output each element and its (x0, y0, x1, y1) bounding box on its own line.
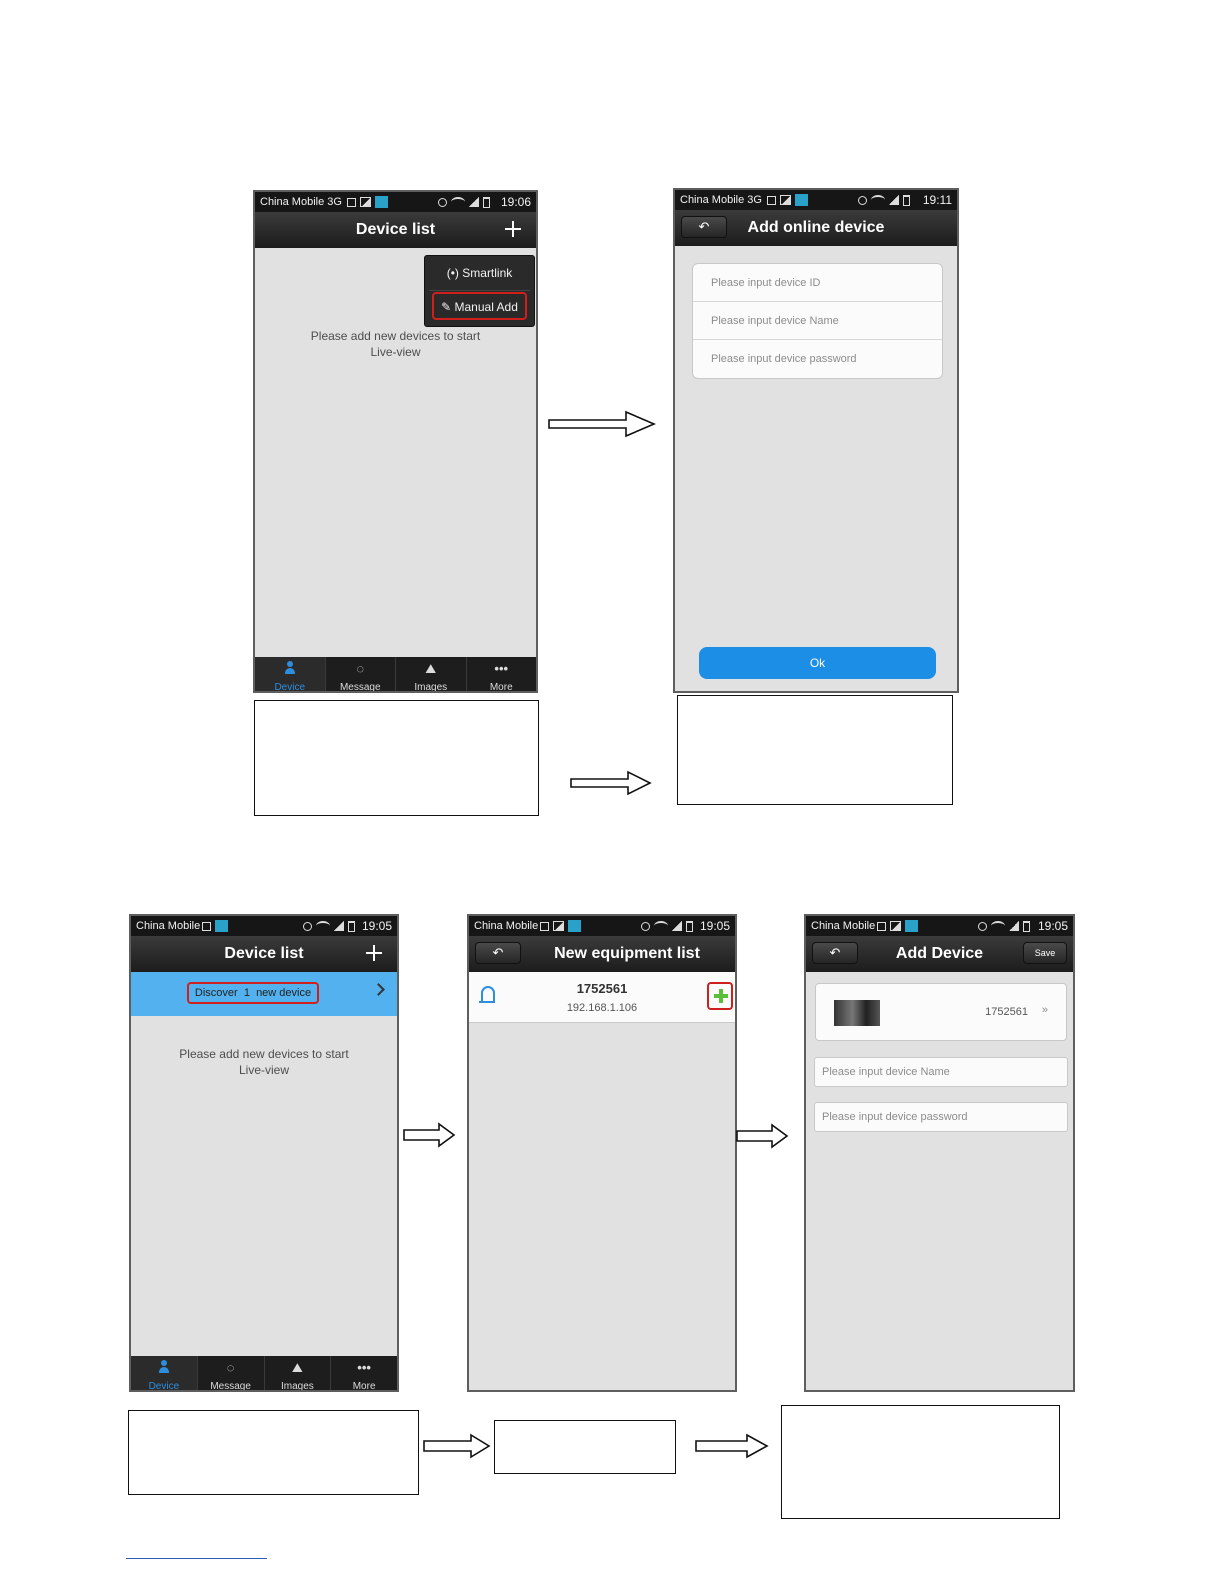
image-notification-icon (890, 921, 901, 931)
title-bar (469, 936, 735, 972)
wifi-icon (991, 921, 1005, 931)
notification-icons (347, 196, 388, 208)
battery-icon (483, 197, 490, 208)
phone-add-online-device (673, 188, 959, 693)
system-icons (303, 920, 355, 932)
images-icon: ⛰ (291, 1360, 303, 1375)
sim-icon (767, 196, 776, 205)
add-plus-icon[interactable] (707, 982, 733, 1010)
sim-icon (202, 922, 211, 931)
image-notification-icon (553, 921, 564, 931)
clock: 19:05 (361, 919, 392, 933)
device-form (692, 263, 943, 379)
device-name-field[interactable]: Please input device Name (693, 302, 942, 340)
empty-message: Please add new devices to start Live-view (179, 1047, 349, 1077)
signal-icon (334, 921, 344, 931)
tab-images[interactable]: ⛰ Images (265, 1356, 332, 1390)
smartlink-icon: (•) (446, 266, 459, 280)
more-icon: ••• (357, 1360, 371, 1375)
clock: 19:06 (500, 195, 531, 209)
add-device-button[interactable] (363, 942, 385, 964)
footnote-separator (126, 1558, 267, 1559)
flow-arrow-6 (695, 1433, 771, 1459)
page-title: Device list (355, 221, 436, 238)
battery-icon (348, 921, 355, 932)
add-menu (424, 255, 535, 327)
caption-box (494, 1420, 676, 1474)
page-title: Add online device (747, 219, 885, 236)
signal-icon (1009, 921, 1019, 931)
page-title: Add Device (895, 945, 984, 962)
tab-device[interactable]: Device (131, 1356, 198, 1390)
tab-bar (131, 1356, 397, 1390)
notification-icons (202, 920, 228, 932)
device-preview-card[interactable] (815, 983, 1067, 1041)
empty-message: Please add new devices to start Live-view (310, 329, 481, 359)
device-thumbnail (834, 1000, 880, 1026)
list-item[interactable] (469, 972, 735, 1023)
save-button[interactable]: Save (1023, 942, 1067, 964)
wifi-icon (316, 921, 330, 931)
tab-bar (255, 657, 536, 691)
title-bar (806, 936, 1073, 972)
page-title: New equipment list (554, 945, 700, 962)
title-bar (675, 210, 957, 246)
device-ip: 192.168.1.106 (566, 1002, 638, 1014)
alarm-icon (858, 196, 867, 205)
tab-message[interactable]: ◌ Message (326, 657, 397, 691)
system-icons (858, 194, 910, 206)
caption-box (677, 695, 953, 805)
chevron-right-icon (372, 983, 385, 996)
menu-item-smartlink[interactable]: (•) Smartlink (446, 266, 513, 280)
phone-device-list-menu (253, 190, 538, 693)
device-id-field[interactable]: Please input device ID (693, 264, 942, 302)
battery-icon (1023, 921, 1030, 932)
clock: 19:05 (699, 919, 730, 933)
flow-arrow-1 (548, 410, 658, 438)
image-notification-icon (780, 195, 791, 205)
status-bar (131, 916, 397, 936)
flow-arrow-2 (570, 770, 654, 796)
more-icon: ••• (494, 661, 509, 676)
carrier-label: China Mobile (136, 920, 201, 932)
flow-arrow-5 (423, 1433, 493, 1459)
alarm-icon (641, 922, 650, 931)
message-icon: ◌ (226, 1360, 235, 1375)
device-password-field[interactable]: Please input device password (711, 353, 857, 365)
battery-icon (903, 195, 910, 206)
back-button[interactable] (475, 942, 521, 964)
signal-icon (469, 197, 479, 207)
carrier-label: China Mobile (811, 920, 876, 932)
carrier-label: China Mobile (474, 920, 539, 932)
images-icon: ⛰ (425, 661, 437, 676)
app-notification-icon (905, 920, 918, 932)
clock: 19:05 (1037, 919, 1068, 933)
sim-icon (877, 922, 886, 931)
flow-arrow-3 (403, 1122, 457, 1148)
wifi-icon (654, 921, 668, 931)
system-icons (978, 920, 1030, 932)
caption-box (781, 1405, 1060, 1519)
carrier-label: China Mobile 3G (680, 194, 762, 206)
wifi-icon (871, 195, 885, 205)
system-icons (641, 920, 693, 932)
alarm-icon (303, 922, 312, 931)
signal-icon (672, 921, 682, 931)
pencil-icon: ✎ (441, 300, 452, 314)
notification-icons (767, 194, 808, 206)
sim-icon (347, 198, 356, 207)
tab-images[interactable]: ⛰ Images (396, 657, 467, 691)
title-bar (131, 936, 397, 972)
device-password-field[interactable]: Please input device password (814, 1102, 1068, 1132)
signal-icon (889, 195, 899, 205)
back-arrow-icon: ↶ (492, 945, 504, 960)
image-notification-icon (360, 197, 371, 207)
flow-arrow-4 (736, 1123, 790, 1149)
discover-banner[interactable] (131, 972, 397, 1016)
notification-icons (877, 920, 918, 932)
person-icon (285, 661, 295, 675)
caption-box (254, 700, 539, 816)
device-name-field[interactable]: Please input device Name (814, 1057, 1068, 1087)
phone-new-equipment-list (467, 914, 737, 1392)
page-title: Device list (224, 945, 304, 962)
menu-divider (429, 290, 530, 291)
wifi-icon (451, 197, 465, 207)
device-id: 1752561 (576, 981, 628, 996)
app-notification-icon (375, 196, 388, 208)
back-arrow-icon: ↶ (829, 945, 841, 960)
status-bar (255, 192, 536, 212)
clock: 19:11 (922, 193, 952, 207)
phone-device-list-discover (129, 914, 399, 1392)
status-bar (675, 190, 957, 210)
caption-box (128, 1410, 419, 1495)
device-id: 1752561 (985, 1006, 1028, 1018)
sim-icon (540, 922, 549, 931)
tab-more[interactable]: ••• More (467, 657, 537, 691)
person-icon (159, 1360, 169, 1374)
back-arrow-icon: ↶ (698, 219, 710, 234)
app-notification-icon (215, 920, 228, 932)
discover-label: Discover 1 new device (187, 982, 319, 1004)
message-icon: ◌ (356, 661, 365, 676)
app-notification-icon (795, 194, 808, 206)
double-chevron-icon: » (1041, 1004, 1048, 1016)
alarm-icon (438, 198, 447, 207)
carrier-label: China Mobile 3G (260, 196, 342, 208)
add-device-button[interactable] (502, 218, 524, 240)
menu-item-manual-add[interactable]: ✎ Manual Add (432, 292, 527, 320)
tab-more[interactable]: ••• More (331, 1356, 397, 1390)
ok-button[interactable]: Ok (699, 647, 936, 679)
phone-add-device (804, 914, 1075, 1392)
system-icons (438, 196, 490, 208)
title-bar (255, 212, 536, 248)
notification-icons (540, 920, 581, 932)
status-bar (806, 916, 1073, 936)
status-bar (469, 916, 735, 936)
alarm-icon (978, 922, 987, 931)
tab-message[interactable]: ◌ Message (198, 1356, 265, 1390)
tab-device[interactable]: Device (255, 657, 326, 691)
battery-icon (686, 921, 693, 932)
app-notification-icon (568, 920, 581, 932)
